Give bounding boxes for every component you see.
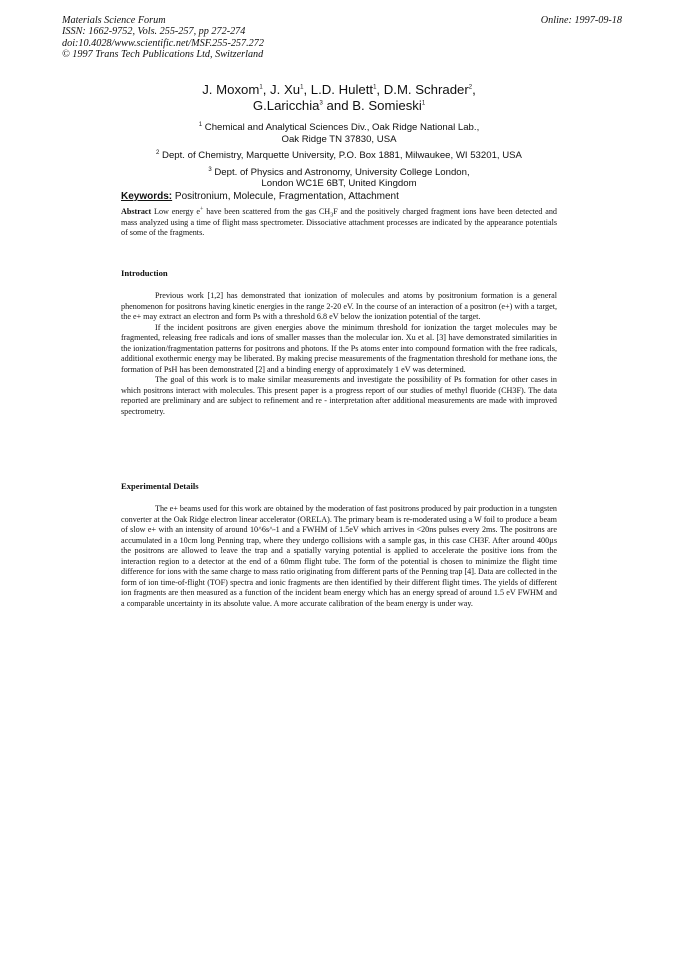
keywords-text: Positronium, Molecule, Fragmentation, Attachment [174,191,399,202]
author-name: D.M. Schrader [383,82,469,97]
intro-paragraph-2: If the incident positrons are given energies above the minimum threshold for ionization the target molecules may be fragmented, releasing free radicals and ions of smaller masses than the molecular ion. Xu et al. [3] have demonstrated similarities in the ionization/fragmentation patterns for positrons and photons. If the Ps atoms enter into compound formation with the free radicals, additional exothermic energy may be liberated. By making precise measurements of the fragmentation threshold for methane ions, the formation of PsH has been demonstrated [2] and a binding energy of approximately 1 eV was determined. [121,322,557,374]
keywords [121,191,399,202]
author-name: J. Moxom [202,82,260,97]
doi-line[interactable]: doi:10.4028/www.scientific.net/MSF.255-257.272 [62,37,264,49]
abstract-label: Abstract [121,207,152,216]
intro-paragraph-3: The goal of this work is to make similar measurements and investigate the possibility of Ps formation for other cases in which positrons interact with molecules. This present paper is a progress report of our studies of methyl fluoride (CH3F). The data reported are preliminary and are subject to refinement and re - interpretation after additional measurements are made with improved spectrometry. [121,375,557,416]
introduction-heading: Introduction [121,268,168,278]
affiliation-3: $^3$ Dept. of Physics and Astronomy, University College London, London WC1E 6BT, United Kingdom [208,166,470,190]
experimental-heading: Experimental Details [121,481,199,491]
issn-line: ISSN: 1662-9752, Vols. 255-257, pp 272-274 [62,26,246,38]
affiliation-2: $^2$ Dept. of Chemistry, Marquette University, P.O. Box 1881, Milwaukee, WI 53201, USA [156,150,522,162]
copyright-line: © 1997 Trans Tech Publications Ltd, Switzerland [62,48,264,60]
author-name: L.D. Hulett [310,82,374,97]
experimental-body [121,504,557,609]
title-block [0,82,678,190]
introduction-body [121,291,557,417]
intro-paragraph-1: Previous work [1,2] has demonstrated that ionization of molecules and atoms by positronium formation is a general phenomenon for positrons having kinetic energies in the range 2-20 eV. In the course of an interaction of a positron (e+) with a target, the e+ may extract an electron and form Ps with a threshold 6.8 eV below the ionization potential of the target. [121,291,557,321]
online-date: Online: 1997-09-18 [540,15,622,26]
abstract: Abstract Low energy e+ have been scattered from the gas $CH_3F$ and the positively charged fragment ions have been detected and mass analyzed using a time of flight mass spectrometer. Dissociative attachment processes are indicated by the appearance potentials of some of the fragments. [121,206,557,237]
author-name: G.Laricchia [252,98,320,113]
keywords-label: Keywords: [121,191,173,202]
author-name: B. Somieski [352,98,422,113]
author-list: J. Moxom$^1$, J. Xu$^1$, L.D. Hulett$^1$, D.M. Schrader$^2$, G.Laricchia$^3$ and B. Somieski$^1$ [202,82,476,113]
affiliation-1: $^1$ Chemical and Analytical Sciences Div., Oak Ridge National Lab., Oak Ridge TN 37830, USA [198,121,480,145]
journal-name: Materials Science Forum [62,15,166,26]
experimental-paragraph-1: The e+ beams used for this work are obtained by the moderation of fast positrons produced by pair production in a tungsten converter at the Oak Ridge electron linear accelerator (ORELA). The primary beam is re-moderated using a W foil to produce a beam of slow e+ with an intensity of around 10^6s^-1 and a FWHM of 1.5eV which arrives in <20ns pulses every 2ms. The positrons are accumulated in a 10cm long Penning trap, where they undergo collisions with a sample gas, in this case CH3F. After around 400µs the positrons are allowed to leave the trap and a spatially varying potential is applied to accelerate the positive ions from the interaction region to a detector at the end of a 60mm flight tube. The form of the potential is chosen to minimize the flight time difference for ions with the same charge to mass ratio originating from different parts of the Penning trap [4]. Data are collected in the form of ion time-of-flight (TOF) spectra and ionic fragments are then identified by their different flight times. The yields of different ion fragments are then measured as a function of the incident beam energy which has an energy spread of around 1.5 eV FWHM and a comparable uncertainty in its absolute value. A more accurate calibration of the beam energy is under way. [121,504,557,608]
author-name: J. Xu [270,82,301,97]
publication-header [62,15,622,60]
